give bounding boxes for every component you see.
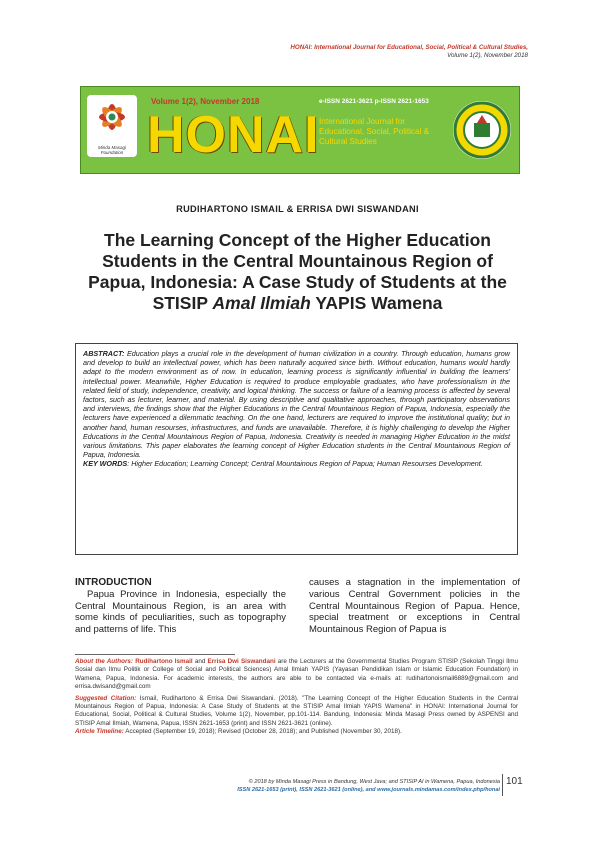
running-header-volume: Volume 1(2), November 2018	[447, 52, 528, 59]
minda-masagi-logo	[87, 95, 137, 157]
article-authors: RUDIHARTONO ISMAIL & ERRISA DWI SISWANDANI	[176, 204, 419, 214]
running-header	[290, 44, 528, 60]
footnote-divider	[75, 654, 235, 655]
about-and: and	[192, 658, 208, 665]
intro-paragraph-1: Papua Province in Indonesia, especially the Central Mountainous Region, is an area with some kinds of peculiarities, such as topography and patterns of life. This	[75, 588, 286, 636]
banner-journal-title: International Journal for Educational, Social, Political & Cultural Studies	[319, 117, 430, 146]
banner-volume: Volume 1(2), November 2018	[151, 97, 260, 106]
abstract-label: ABSTRACT:	[83, 349, 125, 358]
citation-label: Suggested Citation:	[75, 694, 137, 702]
flower-logo-icon	[87, 95, 137, 143]
journal-brand: HONAI	[147, 106, 320, 164]
footer-issn-link[interactable]: ISSN 2621-1653 (print), ISSN 2621-3621 (online), and www.journals.mindamas.com/index.php/honai	[237, 786, 500, 793]
about-label: About the Authors:	[75, 658, 133, 665]
author-name-1: Rudihartono Ismail	[135, 658, 193, 665]
page-number: 101	[506, 776, 523, 787]
column-left	[75, 577, 286, 636]
column-right	[309, 577, 520, 636]
journal-banner	[80, 86, 520, 174]
suggested-citation	[75, 695, 518, 729]
page-footer	[237, 779, 500, 794]
title-italic: Amal Ilmiah	[212, 293, 311, 313]
banner-issn: e-ISSN 2621-3621 p-ISSN 2621-1653	[319, 98, 429, 105]
stisip-seal	[453, 101, 511, 159]
timeline-text: Accepted (September 19, 2018); Revised (October 28, 2018); and Published (November 30, 2018).	[123, 728, 402, 736]
intro-paragraph-2: causes a stagnation in the implementation of various Central Government policies in the Central Mountainous Region of Papua. Hence, special treatment or exceptions in Central Mountainous Region of Papua is	[309, 577, 520, 636]
article-title	[75, 230, 520, 314]
timeline-label: Article Timeline:	[75, 728, 124, 736]
running-header-journal: HONAI: International Journal for Educational, Social, Political & Cultural Studies,	[290, 44, 528, 51]
footnotes	[75, 658, 518, 737]
introduction-heading: INTRODUCTION	[75, 577, 152, 588]
title-part-1: The Learning Concept of the Higher Education Students in the Central Mountainous Region of Papua, Indonesia: A Case Study of Students at the STISIP	[88, 230, 507, 313]
footer-copyright: © 2018 by Minda Masagi Press in Bandung, West Java; and STISIP AI in Wamena, Papua, Indonesia	[248, 779, 500, 785]
title-part-2: YAPIS Wamena	[310, 293, 443, 313]
about-authors	[75, 658, 518, 692]
author-name-2: Errisa Dwi Siswandani	[207, 658, 276, 665]
page-number-divider	[502, 774, 503, 796]
seal-icon	[453, 101, 511, 159]
keywords-text: : Higher Education; Learning Concept; Central Mountainous Region of Papua; Human Resourses Development.	[127, 459, 483, 469]
keywords-label: KEY WORDS	[83, 459, 128, 469]
logo-caption: Minda Masagi Foundation	[97, 145, 126, 155]
citation-text: Ismail, Rudihartono & Errisa Dwi Siswandani. (2018). "The Learning Concept of the Higher Education Students in the Central Mountainous Region of Papua, Indonesia: A Case Study of Students at the STISIP Amal Ilmiah YAPIS Wamena" in HONAI: International Journal for Educational, Social, Political & Cultural Studies, Volume 1(2), November, pp.101-114. Bandung, Indonesia: Minda Masagi Press owned by ASPENSI and STISIP Amal Ilmiah, Wamena, Papua, ISSN 2621-1653 (print) and ISSN 2621-3621 (online).	[75, 694, 518, 727]
abstract-box	[75, 343, 518, 555]
about-text: are the Lecturers at the Governmental Studies Program STISIP (Sekolah Tinggi Ilmu Sosial dan Ilmu Politik or College of Social and Political Sciences) Amal Ilmiah YAPIS (Yayasan Pendidikan Islam or Islamic Education Foundation) in Wamena, Papua, Indonesia. For academic interests, the authors are able to be contacted via e-mails at: rudihartonoismail6889@gmail.com and errisa.dwisand@gmail.com	[75, 658, 518, 691]
article-timeline	[75, 728, 518, 736]
abstract-text: Education plays a crucial role in the development of human civilization in a country. Through education, humans grow and develop to build an intellectual power, which has been naturally acquired since birth. Without education, humans would hardly adapt to the modern environment as of now. In education, learning process is significantly influential in building the learners' intellectual power. Meanwhile, Higher Education is required to produce employable graduates, who have professionalism in the related field of study, independence, creativity, and logical thinking. The success or failure of a learning process is affected by several factors, such as lecturer, learner, and material. By using descriptive and qualitative approaches, through participatory observations and interviews, the findings show that the Higher Educations in the Central Mountainous Region of Papua, Indonesia, especially the lecturers have experienced a dilemmatic teaching. On the one hand, lecturers are required to improve the institutional quality; but in another hand, human resourses, infrastructures, and funds are unavailable. Therefore, it is highly challenging to develop the Higher Educations in the Central Mountainous Region of Papua, Indonesia. Creativity is needed in managing Higher Education in the midst various limitations. This paper elaborates the learning concept of Higher Education students in the Central Mountainous Region of Papua, Indonesia.	[83, 349, 510, 460]
